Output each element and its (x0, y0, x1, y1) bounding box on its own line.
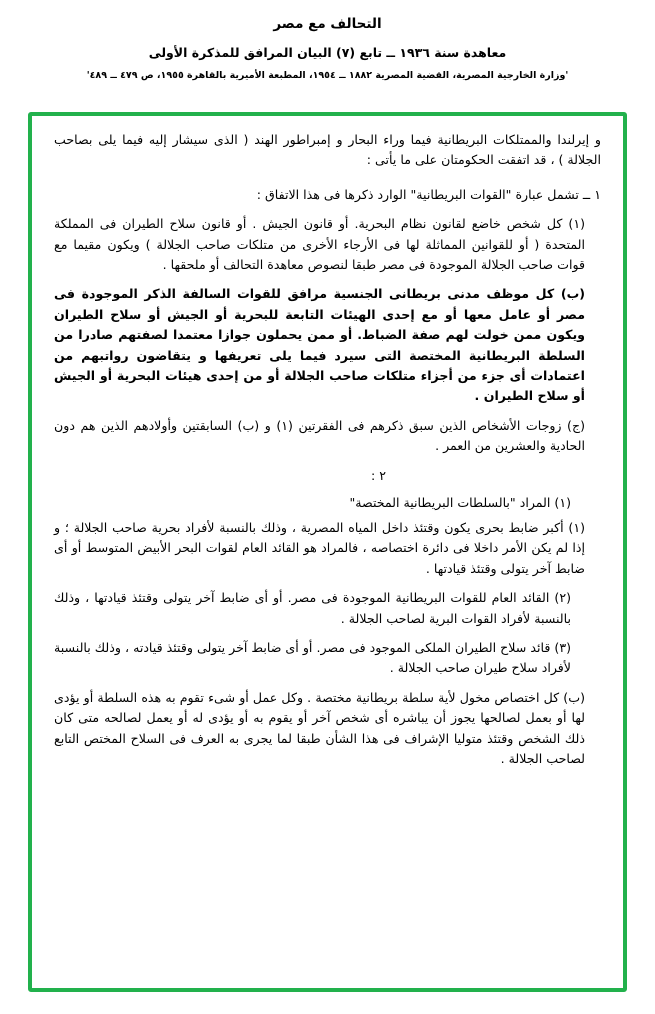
document-subtitle: معاهدة سنة ١٩٣٦ ــ تابع (٧) البيان المرافق للمذكرة الأولى (148, 44, 507, 60)
paragraph-1-c: (ج) زوجات الأشخاص الذين سبق ذكرهم فى الفقرتين (١) و (ب) السابقتين وأولادهم الذين هم دون الحادية والعشرين من العمر . (54, 417, 585, 454)
frame-content (32, 116, 623, 988)
paragraph-2-a: (١) المراد "بالسلطات البريطانية المختصة" (349, 494, 571, 510)
paragraph-article-1: ١ ــ تشمل عبارة "القوات البريطانية" الوارد ذكرها فى هذا الاتفاق : (256, 186, 601, 202)
paragraph-2-1: (١) أكبر ضابط بحرى يكون وقتئذ داخل المياه المصرية ، وذلك بالنسبة لأفراد بحرية صاحب الجلالة ؛ و إذا لم يكن الأمر داخلا فى دائرة اختصاصه ، فالمراد هو القائد العام لقوات البحر الأبيض المتوسط أو أى ضابط آخر يتولى وقتئذ قيادتها . (54, 520, 585, 576)
paragraph-1-a: (١) كل شخص خاضع لقانون نظام البحرية. أو قانون الجيش . أو قانون سلاح الطيران فى المملكة المتحدة ( أو للقوانين المماثلة لها فى الأرجاء الأخرى من متلكات صاحب الجلالة ) ويكون مقيما مع قوات صاحب الجلالة الموجودة فى مصر طبقا لنصوص معاهدة التحالف أو ملحقها . (54, 216, 585, 272)
document-source-citation: 'وزارة الخارجية المصرية، القضية المصرية ١٨٨٢ ــ ١٩٥٤، المطبعة الأميرية بالقاهرة ١٩٥٥، ص ٤٧٩ ــ ٤٨٩' (86, 70, 569, 82)
bordered-text-frame (28, 112, 627, 992)
document-header (0, 0, 655, 82)
paragraph-2-3: (٣) قائد سلاح الطيران الملكى الموجود فى مصر. أو أى ضابط آخر يتولى وقتئذ قيادته ، وذلك بالنسبة لأفراد سلاح طيران صاحب الجلالة . (54, 639, 571, 676)
paragraph-2-b: (ب) كل اختصاص مخول لأية سلطة بريطانية مختصة . وكل عمل أو شىء تقوم به هذه السلطة أو يؤدى لها أو بعمل لصالحها يجوز أن يباشره أى شخص آخر أو يقوم به أو يؤدى له أو يعمل لصالحه متى كان ذلك الشخص وقتئذ متوليا الإشراف فى هذا الشأن طبقا لما يجرى به العرف فى السلاح المختص التابع لصاحب الجلالة . (54, 689, 585, 766)
article-2-number: ٢ : (370, 468, 386, 484)
page-title: التحالف مع مصر (273, 16, 382, 32)
paragraph-1-b: (ب) كل موظف مدنى بريطانى الجنسية مرافق للقوات السالفة الذكر الموجودة فى مصر أو عامل معها أو مع إحدى الهيئات التابعة للبحرية أو الجيش أو سلاح الطيران ويكون ممن خولت لهم صفة الضباط. أو ممن يحملون جوازا معتمدا لصفتهم صادرا من السلطة البريطانية المختصة التى سيرد فيما يلى تعريفها و يتقاضون رواتبهم من اعتمادات أى جزء من أجزاء متلكات صاحب الجلالة أو من إحدى هيئات البحرية أو الجيش أو سلاح الطيران . (54, 286, 585, 404)
paragraph-opening: و إيرلندا والممتلكات البريطانية فيما وراء البحار و إمبراطور الهند ( الذى سيشار إليه فيما يلى بصاحب الجلالة ) ، قد اتفقت الحكومتان على ما يأتى : (54, 132, 601, 168)
paragraph-2-2: (٢) القائد العام للقوات البريطانية الموجودة فى مصر. أو أى ضابط آخر يتولى وقتئذ قيادتها ، وذلك بالنسبة لأفراد القوات البرية لصاحب الجلالة . (54, 590, 571, 626)
